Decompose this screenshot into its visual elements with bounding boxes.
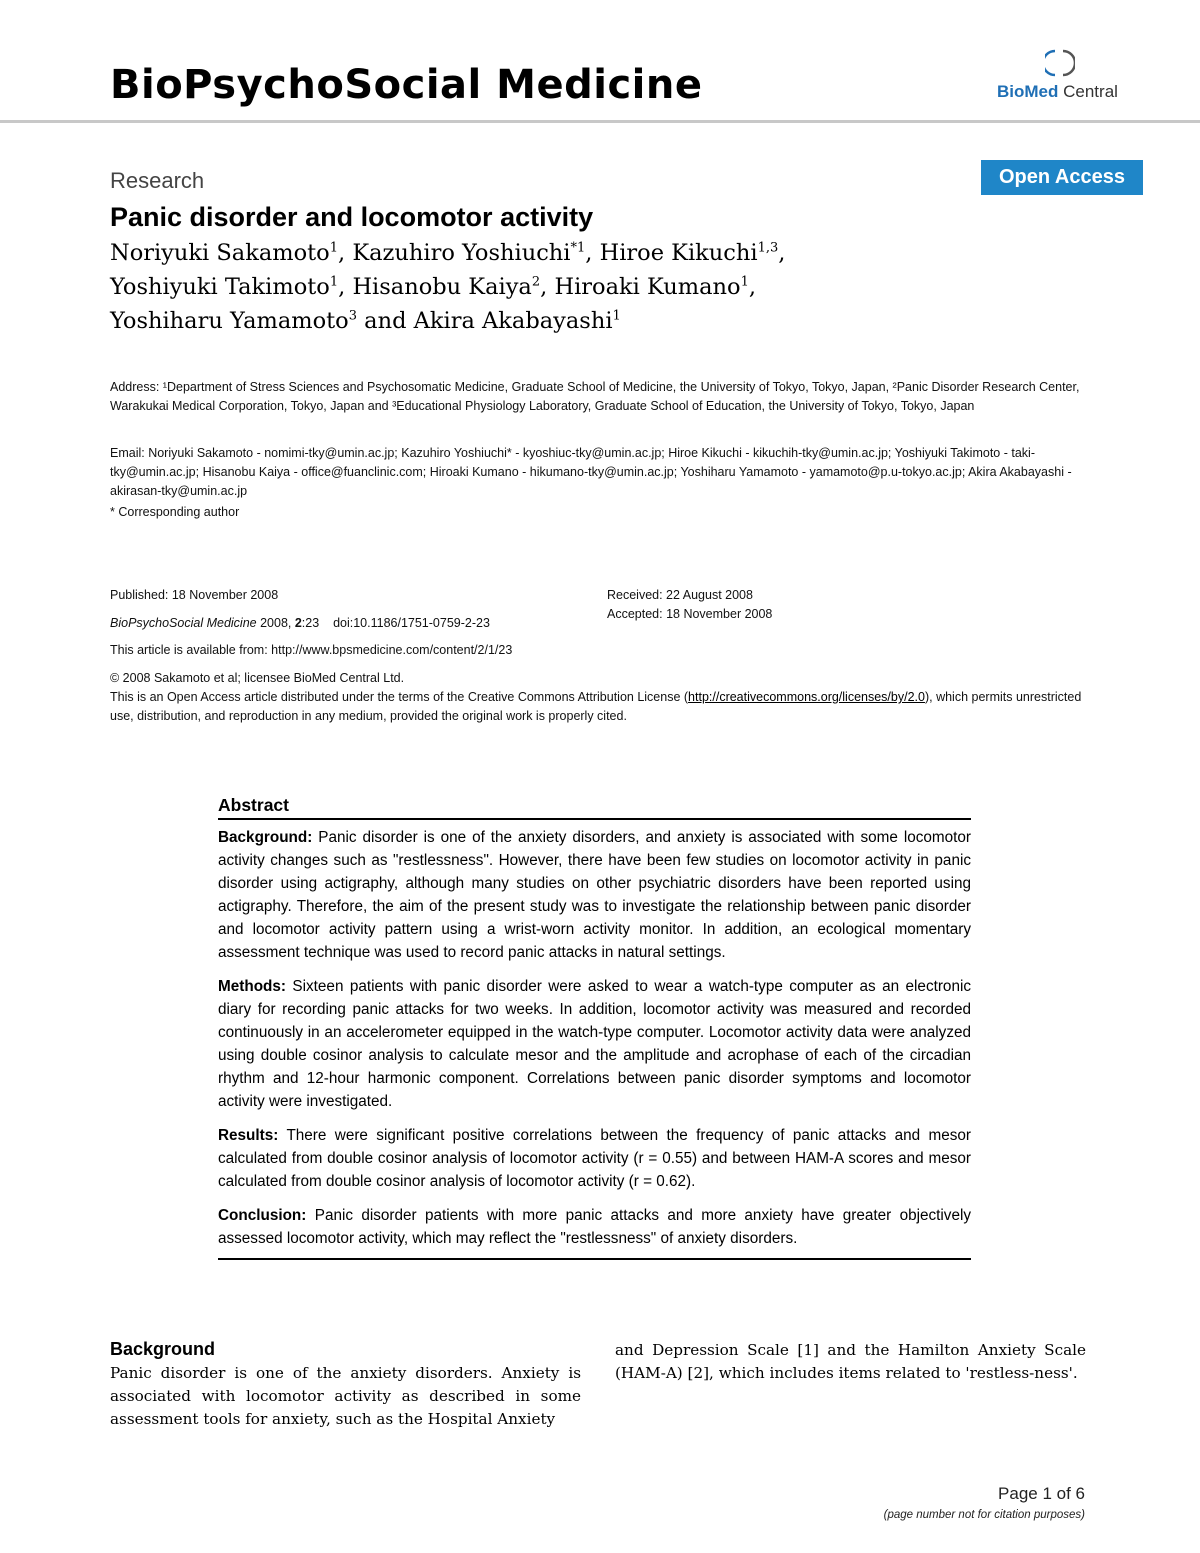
abstract-heading: Abstract <box>218 795 971 820</box>
author-name[interactable]: Akira Akabayashi <box>413 308 613 334</box>
abstract-section-label: Methods: <box>218 978 286 995</box>
author-line <box>110 236 1110 270</box>
page-number: Page 1 of 6 <box>998 1484 1085 1503</box>
author-line <box>110 304 1110 338</box>
license-text-pre: This is an Open Access article distributed under the terms of the Creative Commons Attribution License ( <box>110 690 689 704</box>
license-statement <box>110 688 1095 726</box>
availability-line <box>110 641 512 660</box>
citation-doi: :23 doi:10.1186/1751-0759-2-23 <box>301 616 490 630</box>
author-name[interactable]: Yoshiharu Yamamoto <box>110 308 349 334</box>
biomed-central-logo-icon <box>1045 48 1075 78</box>
author-separator: , <box>748 274 756 300</box>
availability-prefix: This article is available from: <box>110 643 272 657</box>
open-access-badge: Open Access <box>981 160 1143 195</box>
author-emails[interactable]: Email: Noriyuki Sakamoto - nomimi-tky@umin.ac.jp; Kazuhiro Yoshiuchi* - kyoshiuc-tky@umin.ac.jp; Hiroe Kikuchi - kikuchih-tky@umin.ac.jp; Yoshiyuki Takimoto - taki-tky@umin.ac.jp; Hisanobu Kaiya - office@fuanclinic.com; Hiroaki Kumano - hikumano-tky@umin.ac.jp; Yoshiharu Yamamoto - yamamoto@p.u-tokyo.ac.jp; Akira Akabayashi - akirasan-tky@umin.ac.jp <box>110 446 1072 498</box>
article-url-link[interactable]: http://www.bpsmedicine.com/content/2/1/23 <box>271 643 513 657</box>
abstract-section-text: Panic disorder patients with more panic attacks and more anxiety have greater objectively assessed locomotor activity, which may reflect the "restlessness" of anxiety disorders. <box>218 1207 971 1247</box>
author-name[interactable]: Kazuhiro Yoshiuchi <box>352 240 571 266</box>
abstract-conclusion <box>218 1204 971 1250</box>
biomed-central-logo[interactable] <box>997 48 1137 108</box>
author-name[interactable]: Yoshiyuki Takimoto <box>110 274 330 300</box>
abstract-section-label: Results: <box>218 1127 279 1144</box>
author-name[interactable]: Hiroaki Kumano <box>554 274 741 300</box>
citation-line <box>110 614 490 633</box>
abstract-background <box>218 826 971 964</box>
header-rule <box>0 120 1200 123</box>
author-separator: , <box>585 240 600 266</box>
author-affiliation: *1 <box>570 240 586 256</box>
author-separator: , <box>778 240 786 266</box>
article-type: Research <box>110 168 205 193</box>
abstract-section-label: Background: <box>218 829 313 846</box>
copyright-line: © 2008 Sakamoto et al; licensee BioMed Central Ltd. <box>110 671 405 685</box>
logo-text-biomed: BioMed <box>997 82 1059 101</box>
author-name[interactable]: Hisanobu Kaiya <box>352 274 532 300</box>
citation-volume: 2 <box>294 616 302 630</box>
author-separator: , <box>338 240 353 266</box>
corresponding-author-note: * Corresponding author <box>110 505 240 519</box>
author-line <box>110 270 1110 304</box>
body-column-left: Panic disorder is one of the anxiety disorders. Anxiety is associated with locomotor activity as described in some assessment tools for anxiety, such as the Hospital Anxiety <box>110 1364 581 1428</box>
logo-text <box>997 82 1118 102</box>
author-affiliation: 2 <box>531 274 541 290</box>
abstract-section-text: Sixteen patients with panic disorder were asked to wear a watch-type computer as an electronic diary for recording panic attacks for two weeks. In addition, locomotor activity was measured and recorded continuously in an accelerometer equipped in the watch-type computer. Locomotor activity data were analyzed using double cosinor analysis to calculate mesor and the amplitude and acrophase of each of the circadian rhythm and 12-hour harmonic component. Correlations between panic disorder symptoms and locomotor activity were investigated. <box>218 978 971 1110</box>
author-separator: , <box>338 274 353 300</box>
logo-text-central: Central <box>1063 82 1118 101</box>
license-link[interactable]: http://creativecommons.org/licenses/by/2.0 <box>688 690 925 704</box>
copyright-notice <box>110 669 1095 726</box>
author-separator: , <box>540 274 555 300</box>
abstract-methods <box>218 975 971 1113</box>
paper-title: Panic disorder and locomotor activity <box>110 202 594 232</box>
abstract-section-label: Conclusion: <box>218 1207 307 1224</box>
author-affiliation: 1 <box>612 308 621 324</box>
affiliation-address: Address: ¹Department of Stress Sciences and Psychosomatic Medicine, Graduate School of Medicine, the University of Tokyo, Tokyo, Japan, ²Panic Disorder Research Center, Warakukai Medical Corporation, Tokyo, Japan and ³Educational Physiology Laboratory, Graduate School of Education, the University of Tokyo, Tokyo, Japan <box>110 380 1080 413</box>
author-affiliation: 1,3 <box>757 240 779 256</box>
license-text-post: ), which permits unrestricted use, distribution, and reproduction in any medium, provided the original work is properly cited. <box>110 690 1082 723</box>
body-column-right: and Depression Scale [1] and the Hamilton Anxiety Scale (HAM-A) [2], which includes items related to 'restless-ness'. <box>615 1341 1086 1382</box>
author-affiliation: 1 <box>740 274 749 290</box>
journal-title: BioPsychoSocial Medicine <box>110 62 703 108</box>
abstract-section-text: There were significant positive correlations between the frequency of panic attacks and mesor calculated from double cosinor analysis of locomotor activity (r = 0.55) and between HAM-A scores and mesor calculated from double cosinor analysis of locomotor activity (r = 0.62). <box>218 1127 971 1190</box>
author-separator: and <box>357 308 414 334</box>
received-date: Received: 22 August 2008 <box>607 588 753 602</box>
author-affiliation: 3 <box>348 308 358 324</box>
author-name[interactable]: Hiroe Kikuchi <box>599 240 758 266</box>
author-affiliation: 1 <box>329 240 338 256</box>
background-heading: Background <box>110 1339 216 1359</box>
citation-year: 2008, <box>256 616 295 630</box>
abstract-results <box>218 1124 971 1193</box>
abstract-section-text: Panic disorder is one of the anxiety disorders, and anxiety is associated with some locomotor activity changes such as "restlessness". However, there have been few studies on locomotor activity in panic disorder using actigraphy, although many studies on other psychiatric disorders have been reported using actigraphy. Therefore, the aim of the present study was to investigate the relationship between panic disorder and locomotor activity pattern using a wrist-worn activity monitor. In addition, an ecological momentary assessment technique was used to record panic attacks in natural settings. <box>218 829 971 961</box>
author-affiliation: 1 <box>329 274 339 290</box>
page-number-note: (page number not for citation purposes) <box>883 1509 1085 1521</box>
abstract-box <box>218 795 971 1260</box>
published-date: Published: 18 November 2008 <box>110 588 279 602</box>
citation-journal: BioPsychoSocial Medicine <box>110 616 257 630</box>
abstract-bottom-rule <box>218 1258 971 1260</box>
accepted-date: Accepted: 18 November 2008 <box>607 607 773 621</box>
author-name[interactable]: Noriyuki Sakamoto <box>110 240 330 266</box>
author-list <box>110 236 1110 338</box>
